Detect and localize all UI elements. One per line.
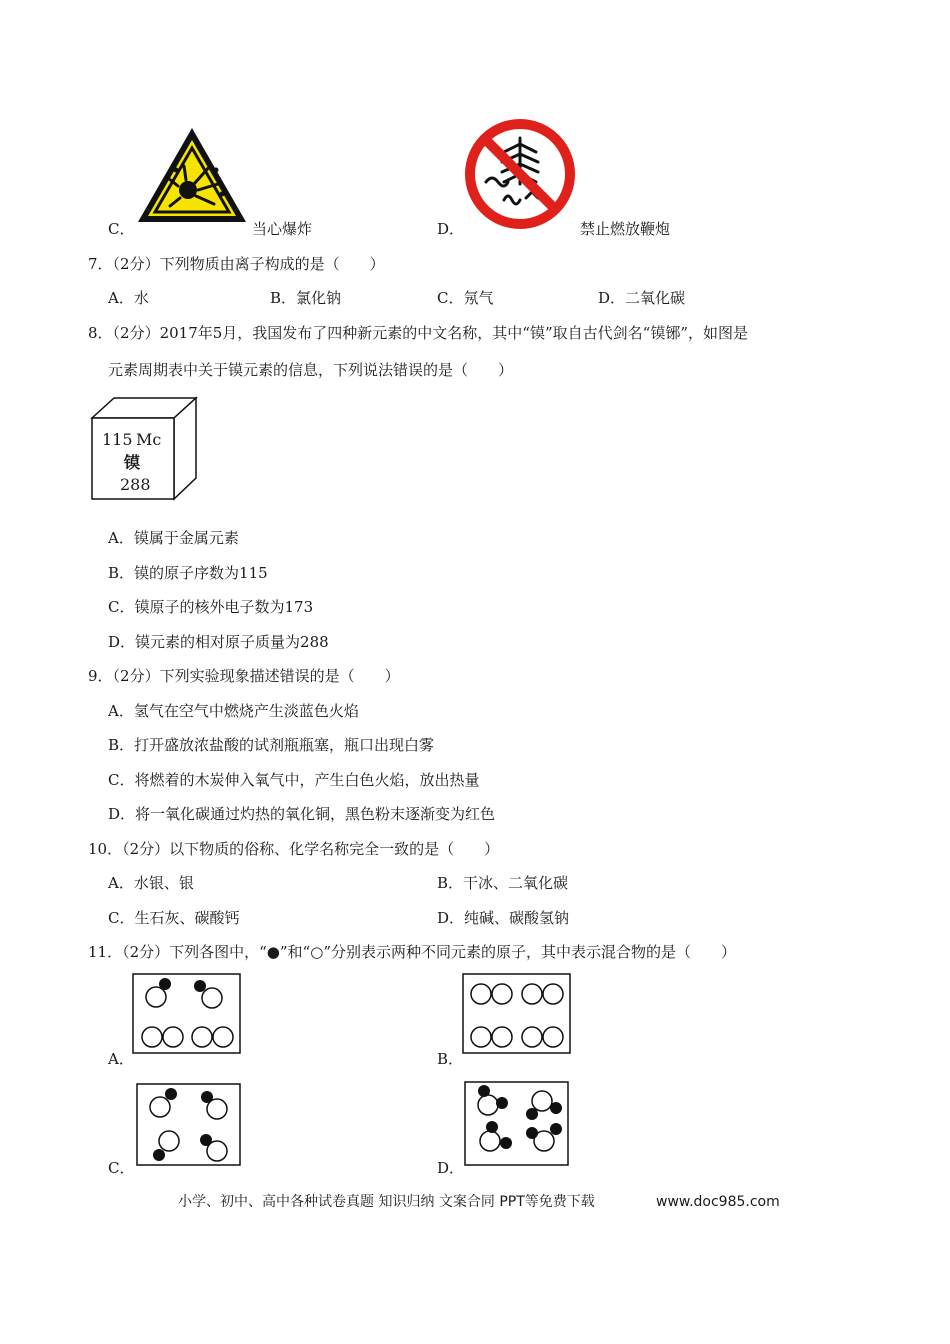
q8-option-c: C．镆原子的核外电子数为173 (108, 598, 314, 616)
element-mass: 288 (120, 475, 151, 494)
q8-option-b: B．镆的原子序数为115 (108, 564, 268, 582)
element-symbol: Mc (136, 430, 162, 449)
explosion-warning-icon (136, 126, 248, 226)
q7-option-c: C．氖气 (437, 289, 494, 307)
q10-option-b: B．干冰、二氧化碳 (437, 874, 569, 892)
no-firecrackers-icon (464, 118, 576, 230)
q7-option-b: B．氯化钠 (270, 289, 342, 307)
q9-option-b: B．打开盛放浓盐酸的试剂瓶瓶塞，瓶口出现白雾 (108, 736, 435, 754)
q11-diagram-b (462, 973, 572, 1055)
q9-stem: 9．（2分）下列实验现象描述错误的是（ ） (88, 667, 400, 685)
q7-option-d: D．二氧化碳 (598, 289, 686, 307)
q7-option-a: A．水 (108, 289, 149, 307)
footer-url[interactable]: www.doc985.com (656, 1194, 780, 1210)
q11-option-a: A． (108, 1050, 134, 1068)
q11-diagram-c (136, 1083, 242, 1167)
q10-option-a: A．水银、银 (108, 874, 194, 892)
q9-option-c: C．将燃着的木炭伸入氧气中，产生白色火焰，放出热量 (108, 771, 480, 789)
q10-option-c: C．生石灰、碳酸钙 (108, 909, 240, 927)
q8-option-d: D．镆元素的相对原子质量为288 (108, 633, 329, 651)
q8-option-a: A．镆属于金属元素 (108, 529, 239, 547)
q8-stem-line1: 8．（2分）2017年5月，我国发布了四种新元素的中文名称，其中“镆”取自古代剑名“镆铘”，如图是 (88, 324, 748, 342)
q11-diagram-d (464, 1081, 570, 1167)
footer-text: 小学、初中、高中各种试卷真题 知识归纳 文案合同 PPT等免费下载 (178, 1194, 595, 1210)
q8-stem-line2: 元素周期表中关于镆元素的信息，下列说法错误的是（ ） (108, 361, 514, 379)
q6-option-d-caption: 禁止燃放鞭炮 (580, 220, 671, 238)
q11-option-d: D． (437, 1159, 465, 1177)
q6-option-c-letter: C． (108, 220, 135, 238)
q9-option-d: D．将一氧化碳通过灼热的氧化铜，黑色粉末逐渐变为红色 (108, 805, 496, 823)
q11-option-b: B． (437, 1050, 464, 1068)
q9-option-a: A．氢气在空气中燃烧产生淡蓝色火焰 (108, 702, 359, 720)
q11-diagram-a (132, 973, 242, 1055)
q7-stem: 7．（2分）下列物质由离子构成的是（ ） (88, 255, 385, 273)
element-name: 镆 (124, 453, 141, 472)
q6-option-c-caption: 当心爆炸 (252, 220, 313, 238)
q11-option-c: C． (108, 1159, 135, 1177)
q10-option-d: D．纯碱、碳酸氢钠 (437, 909, 570, 927)
element-atomic-number: 115 (102, 430, 133, 449)
q6-option-d-letter: D． (437, 220, 465, 238)
q11-stem: 11．（2分）下列各图中，“●”和“○”分别表示两种不同元素的原子，其中表示混合物的是（ ） (88, 943, 736, 961)
q10-stem: 10．（2分）以下物质的俗称、化学名称完全一致的是（ ） (88, 840, 500, 858)
